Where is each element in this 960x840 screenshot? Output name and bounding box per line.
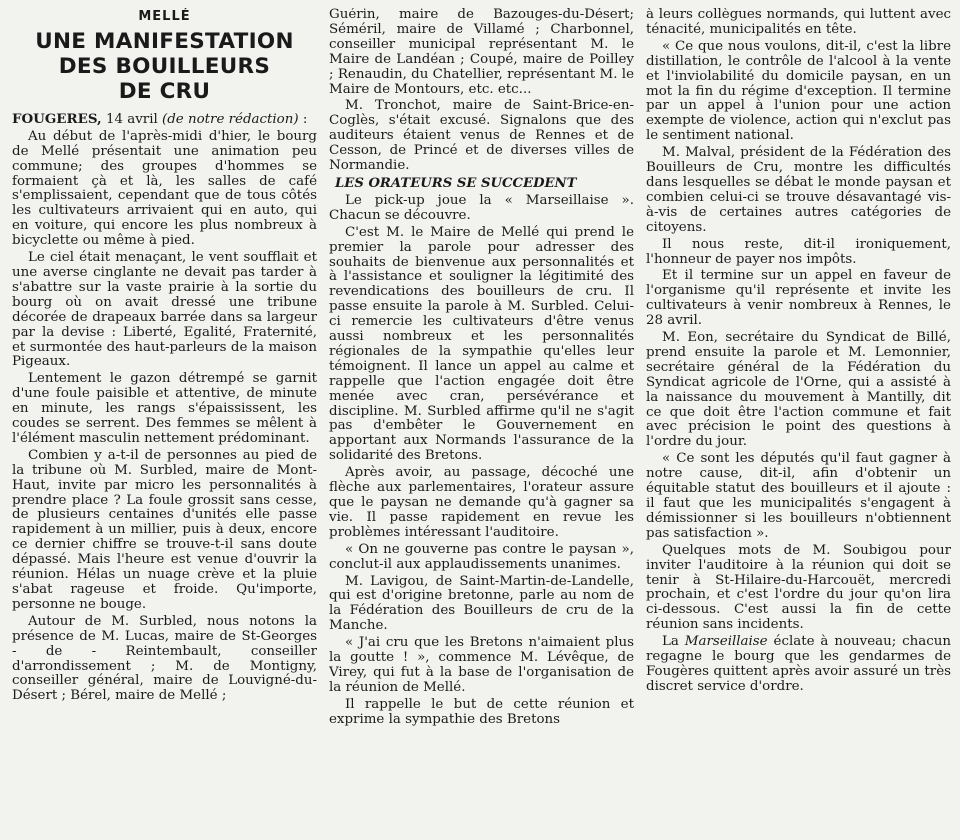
dateline-date: 14 avril (101, 111, 163, 127)
paragraph: M. Eon, secrétaire du Syndicat de Billé, prend ensuite la parole et M. Lemonnier, secrétaire général de la Fédération du Syndicat agricole de l'Orne, qui a assisté à la naissance du mouvement à Mantilly, dit ce que doit être l'action commune et fait avec précision le point des questions à l'ordre du jour. (646, 330, 951, 450)
dateline-source: (de notre rédaction) (162, 111, 299, 127)
paragraph: Le pick-up joue la « Marseillaise ». Chacun se découvre. (329, 192, 634, 223)
column-1 (12, 8, 317, 808)
dateline (12, 112, 317, 128)
paragraph: Et il termine sur un appel en faveur de l'organisme qu'il représente et invite les cultivateurs à venir nombreux à Rennes, le 28 avril. (646, 268, 951, 329)
location-kicker: MELLÉ (138, 9, 191, 24)
paragraph: Lentement le gazon détrempé se garnit d'une foule paisible et attentive, de minute en minute, les rangs s'épaississent, les coudes se serrent. Des femmes se mêlent à l'élément masculin nettement prédominant. (12, 371, 317, 446)
paragraph: M. Tronchot, maire de Saint-Brice-en-Coglès, s'était excusé. Signalons que des auditeurs étaient venus de Rennes et de Cesson, de Princé et de diverses villes de Normandie. (329, 98, 634, 174)
paragraph: Au début de l'après-midi d'hier, le bourg de Mellé présentait une animation peu commune; des groupes d'hommes se formaient çà et là, les salles de café s'emplissaient, cependant que de tous côtés les cultivateurs arrivaient qui en auto, qui en voiture, qui encore les plus nombreux à bicyclette ou même à pied. (12, 128, 317, 249)
paragraph: M. Malval, président de la Fédération des Bouilleurs de Cru, montre les difficultés dans lesquelles se débat le monde paysan et combien celui-ci se trouve désavantagé vis-à-vis de certaines autres catégories de citoyens. (646, 145, 951, 235)
paragraph: « J'ai cru que les Bretons n'aimaient plus la goutte ! », commence M. Lévêque, de Virey, qui fut à la base de l'organisation de la réunion de Mellé. (329, 635, 634, 695)
paragraph: M. Lavigou, de Saint-Martin-de-Landelle, qui est d'origine bretonne, parle au nom de la Fédération des Bouilleurs de cru de la Manche. (329, 573, 634, 634)
closing-paragraph (646, 635, 951, 695)
section-subheading: LES ORATEURS SE SUCCEDENT (335, 175, 577, 191)
closing-post: éclate à nouveau; chacun regagne le bourg que les gendarmes de Fougères quittent après avoir assuré un très discret service d'ordre. (646, 634, 951, 694)
paragraph: « Ce sont les députés qu'il faut gagner à notre cause, dit-il, afin d'obtenir un équitable statut des bouilleurs et il ajoute : il faut que les municipalités s'engagent à démissionner si les bouilleurs n'obtiennent pas satisfaction ». (646, 451, 951, 541)
headline-line: DES BOUILLEURS (58, 53, 271, 79)
closing-emphasis: Marseillaise (684, 634, 768, 650)
paragraph: Après avoir, au passage, décoché une flèche aux parlementaires, l'orateur assure que le paysan ne demande qu'à gagner sa vie. Il passe rapidement en revue les problèmes intéressant l'auditoire. (329, 465, 634, 540)
paragraph: à leurs collègues normands, qui luttent avec ténacité, municipalités en tête. (646, 8, 951, 37)
dateline-rest: : (298, 111, 308, 127)
column-2 (329, 8, 634, 808)
paragraph: « Ce que nous voulons, dit-il, c'est la libre distillation, le contrôle de l'alcool à la vente et l'inviolabilité du domicile paysan, en un mot la fin du régime d'exception. Il termine par un appel à l'union pour une action exempte de violence, action qui n'exclut pas le sentiment national. (646, 38, 951, 144)
paragraph: Le ciel était menaçant, le vent soufflait et une averse cinglante ne devait pas tarder à s'abattre sur la vaste prairie à la sortie du bourg où on avait dressé une tribune décorée de drapeaux barrée dans sa largeur par la devise : Liberté, Egalité, Fraternité, et surmontée des haut-parleurs de la maison Pigeaux. (12, 250, 317, 370)
headline-line: DE CRU (118, 78, 211, 104)
paragraph: C'est M. le Maire de Mellé qui prend le premier la parole pour adresser des souhaits de bienvenue aux personnalités et à l'assistance et souligner la légitimité des revendications des bouilleurs de cru. Il passe ensuite la parole à M. Surbled. Celui-ci remercie les cultivateurs d'être venus aussi nombreux et les personnalités régionales de la sympathie qu'elles leur témoignent. Il lance un appel au calme et rappelle que l'action engagée doit être menée avec cran, persévérance et discipline. M. Surbled affirme qu'il ne s'agit pas d'embêter le Gouvernement en apportant aux Normands l'assurance de la solidarité des Bretons. (329, 224, 634, 464)
paragraph: « On ne gouverne pas contre le paysan », conclut-il aux applaudissements unanimes. (329, 541, 634, 572)
dateline-place: FOUGERES, (12, 110, 102, 127)
paragraph: Combien y a-t-il de personnes au pied de la tribune où M. Surbled, maire de Mont-Haut, invite par micro les personnalités à prendre place ? La foule grossit sans cesse, de plusieurs centaines d'unités elle passe rapidement à un millier, puis à deux, encore ce dernier chiffre se trouve-t-il sans doute dépassé. Mais l'heure est venue d'ouvrir la réunion. Hélas un nuage crève et la pluie s'abat rageuse et froide. Qu'importe, personne ne bouge. (12, 447, 317, 612)
article-headline (12, 29, 317, 104)
paragraph: Quelques mots de M. Soubigou pour inviter l'auditoire à la réunion qui doit se tenir à St-Hilaire-du-Harcouët, mercredi prochain, et c'est l'ordre du jour qu'on lira ci-dessous. C'est aussi la fin de cette réunion sans incidents. (646, 542, 951, 633)
closing-pre: La (662, 634, 685, 650)
headline-line: UNE MANIFESTATION (35, 28, 294, 54)
paragraph: Il rappelle le but de cette réunion et exprime la sympathie des Bretons (329, 696, 634, 727)
column-3 (646, 8, 951, 808)
paragraph: Il nous reste, dit-il ironiquement, l'honneur de payer nos impôts. (646, 236, 951, 267)
article-columns (12, 8, 951, 808)
paragraph: Autour de M. Surbled, nous notons la présence de M. Lucas, maire de St-Georges - de - Reintembault, conseiller d'arrondissement ; M. de Montigny, conseiller général, maire de Louvigné-du-Désert ; Bérel, maire de Mellé ; (12, 613, 317, 704)
paragraph: Guérin, maire de Bazouges-du-Désert; Séméril, maire de Villamé ; Charbonnel, conseiller municipal représentant M. le Maire de Landéan ; Coupé, maire de Poilley ; Renaudin, du Chatellier, représentant M. le Maire de Montours, etc. etc... (329, 8, 634, 97)
